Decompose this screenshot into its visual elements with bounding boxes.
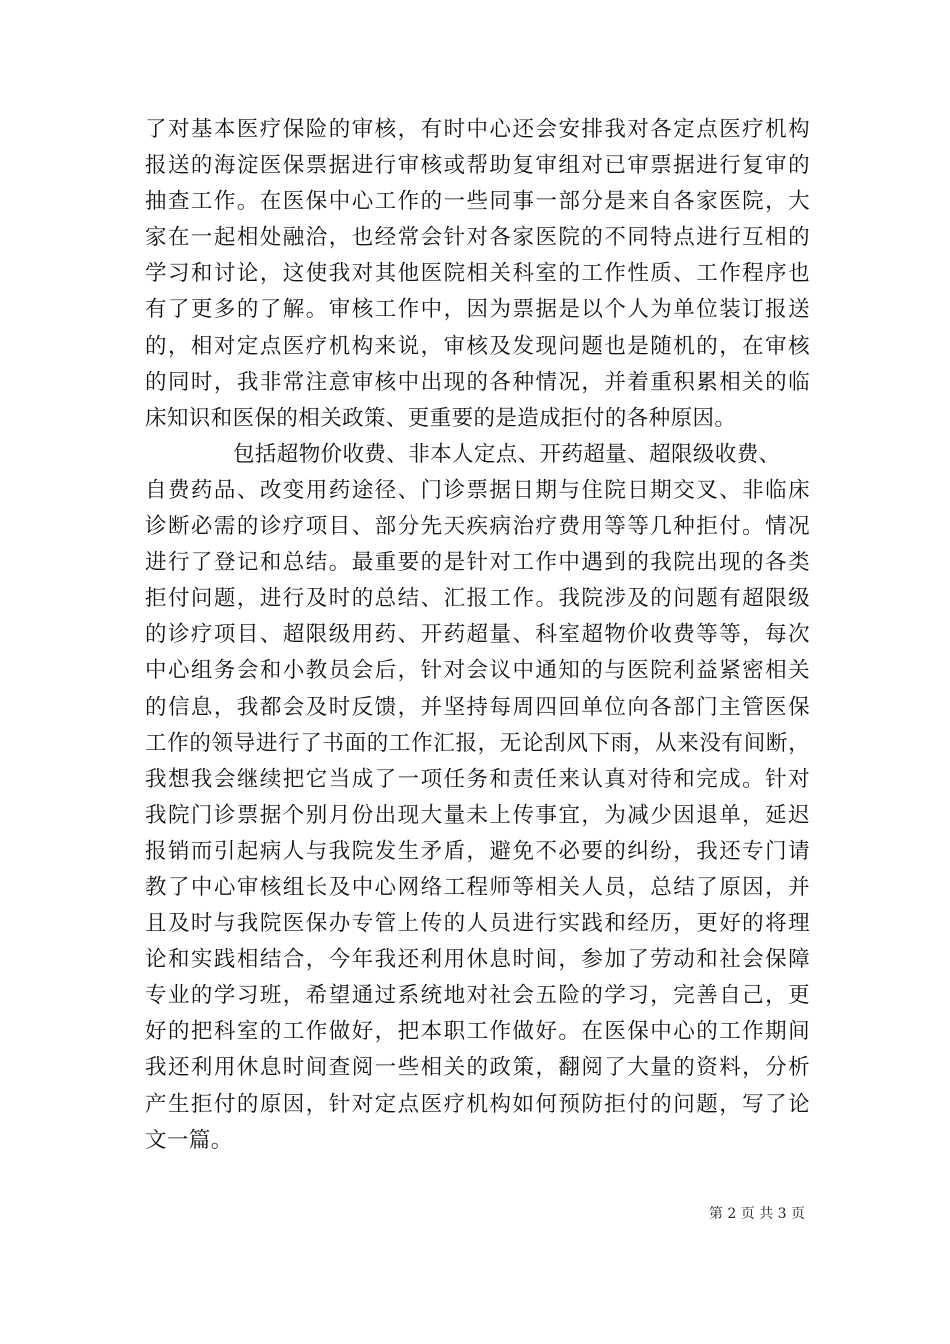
text-line: 进行了登记和总结。最重要的是针对工作中遇到的我院出现的各类 bbox=[145, 550, 810, 576]
text-line: 我院门诊票据个别月份出现大量未上传事宜，为减少因退单，延迟 bbox=[145, 802, 810, 828]
text-line: 我想我会继续把它当成了一项任务和责任来认真对待和完成。针对 bbox=[145, 766, 810, 792]
text-line: 的，相对定点医疗机构来说，审核及发现问题也是随机的，在审核 bbox=[145, 333, 810, 359]
text-line: 自费药品、改变用药途径、门诊票据日期与住院日期交叉、非临床 bbox=[145, 477, 810, 503]
text-line: 好的把科室的工作做好，把本职工作做好。在医保中心的工作期间 bbox=[145, 1019, 810, 1045]
text-line: 抽查工作。在医保中心工作的一些同事一部分是来自各家医院，大 bbox=[145, 189, 810, 215]
text-line: 的同时，我非常注意审核中出现的各种情况，并着重积累相关的临 bbox=[145, 369, 810, 395]
text-line: 报送的海淀医保票据进行审核或帮助复审组对已审票据进行复审的 bbox=[145, 153, 810, 179]
text-line: 中心组务会和小教员会后，针对会议中通知的与医院利益紧密相关 bbox=[145, 658, 810, 684]
text-line: 拒付问题，进行及时的总结、汇报工作。我院涉及的问题有超限级 bbox=[145, 586, 810, 612]
text-line: 文一篇。 bbox=[145, 1127, 233, 1153]
text-line: 论和实践相结合，今年我还利用休息时间，参加了劳动和社会保障 bbox=[145, 947, 810, 973]
text-line: 了对基本医疗保险的审核，有时中心还会安排我对各定点医疗机构 bbox=[145, 117, 810, 142]
text-line: 床知识和医保的相关政策、更重要的是造成拒付的各种原因。 bbox=[145, 405, 737, 431]
text-line: 诊断必需的诊疗项目、部分先天疾病治疗费用等等几种拒付。情况 bbox=[145, 514, 810, 540]
text-line: 家在一起相处融洽，也经常会针对各家医院的不同特点进行互相的 bbox=[145, 225, 810, 251]
text-line: 报销而引起病人与我院发生矛盾，避免不必要的纠纷，我还专门请 bbox=[145, 838, 810, 864]
text-line: 有了更多的了解。审核工作中，因为票据是以个人为单位装订报送 bbox=[145, 297, 810, 323]
text-line: 产生拒付的原因，针对定点医疗机构如何预防拒付的问题，写了论 bbox=[145, 1091, 810, 1117]
text-line: 且及时与我院医保办专管上传的人员进行实践和经历，更好的将理 bbox=[145, 911, 810, 937]
page-number-footer: 第 2 页 共 3 页 bbox=[708, 1206, 805, 1222]
text-line: 的信息，我都会及时反馈，并坚持每周四回单位向各部门主管医保 bbox=[145, 694, 810, 720]
text-line: 的诊疗项目、超限级用药、开药超量、科室超物价收费等等，每次 bbox=[145, 622, 810, 648]
text-line: 专业的学习班，希望通过系统地对社会五险的学习，完善自己，更 bbox=[145, 983, 810, 1009]
text-line: 教了中心审核组长及中心网络工程师等相关人员，总结了原因，并 bbox=[145, 874, 810, 900]
text-line-indented: 包括超物价收费、非本人定点、开药超量、超限级收费、 bbox=[233, 441, 781, 467]
text-line: 我还利用休息时间查阅一些相关的政策，翻阅了大量的资料，分析 bbox=[145, 1055, 810, 1081]
text-line: 工作的领导进行了书面的工作汇报，无论刮风下雨，从来没有间断， bbox=[145, 730, 810, 756]
body-text bbox=[145, 112, 810, 1159]
text-line: 学习和讨论，这使我对其他医院相关科室的工作性质、工作程序也 bbox=[145, 261, 810, 287]
